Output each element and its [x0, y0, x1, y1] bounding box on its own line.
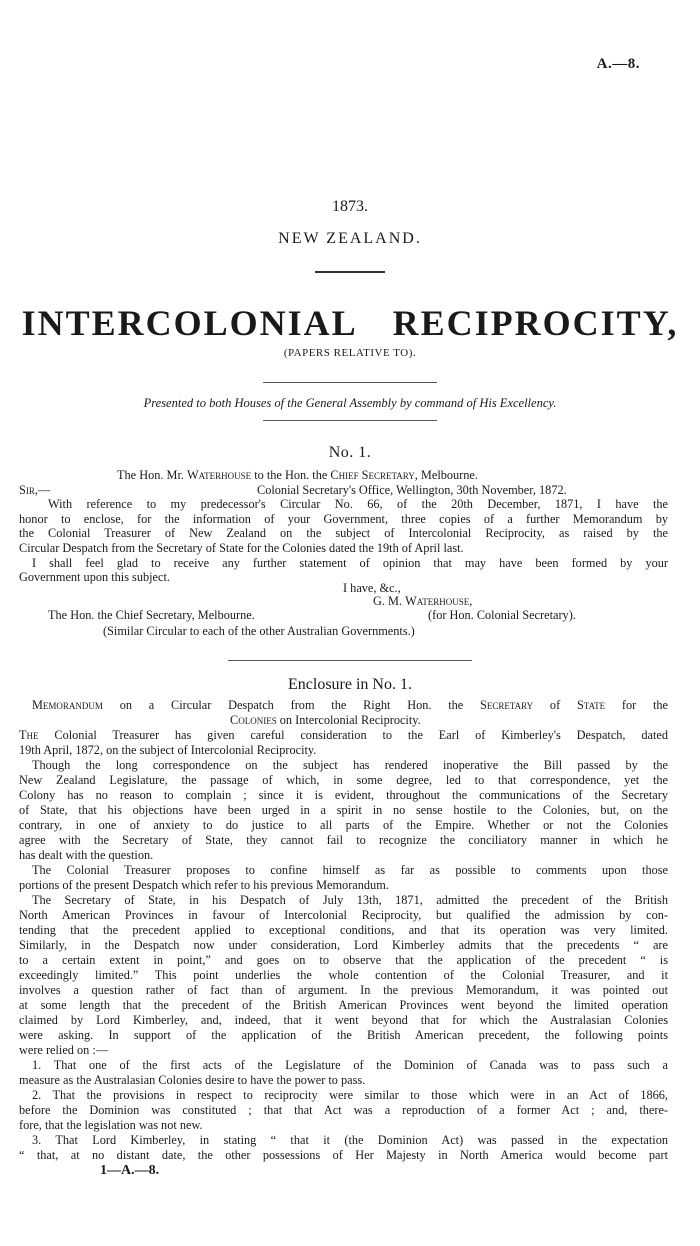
document-title: INTERCOLONIAL RECIPROCITY, [21, 303, 679, 343]
letter-heading: The Hon. Mr. Waterhouse to the Hon. the Chief Secretary, Melbourne. [117, 468, 478, 482]
memo-line: involves a question rather of fact than of argument. In the previous Memorandum, it was pointed out [19, 983, 668, 997]
memo-line: 3. That Lord Kimberley, in stating “ that it (the Dominion Act) was passed in the expectation [32, 1133, 668, 1147]
page-reference: A.—8. [596, 56, 640, 72]
country: NEW ZEALAND. [278, 230, 422, 247]
memo-line: portions of the present Despatch which refer to his previous Memorandum. [19, 878, 389, 892]
memo-line: 1. That one of the first acts of the Legislature of the Dominion of Canada was to pass such a [32, 1058, 668, 1072]
letter-line: honor to enclose, for the information of your Government, three copies of a further Memorandum by [19, 512, 668, 526]
divider [263, 382, 437, 383]
memo-line: North American Provinces in favour of Intercolonial Reciprocity, but qualified the admission by con- [19, 908, 668, 922]
memo-line: “ that, at no distant date, the other possessions of Her Majesty in North America would become part [19, 1148, 668, 1162]
letter-line: With reference to my predecessor's Circular No. 66, of the 20th December, 1871, I have the [48, 497, 668, 511]
memo-line: The Colonial Treasurer proposes to confine himself as far as possible to comments upon those [32, 863, 668, 877]
memo-line: agree with the Secretary of State, they cannot fail to recognize the conciliatory manner in which he [19, 833, 668, 847]
memo-line: Similarly, in the Despatch now under consideration, Lord Kimberley admits that the precedents “ are [19, 938, 668, 952]
memo-line: of State, that his objections have been urged in a spirit in no sense hostile to the Colonies, but, on the [19, 803, 668, 817]
memo-line: The Secretary of State, in his Despatch of July 13th, 1871, admitted the precedent of the British [32, 893, 668, 907]
memo-line: before the Dominion was constituted ; that that Act was a reproduction of a former Act ; and, there- [19, 1103, 668, 1117]
divider [263, 420, 437, 421]
memo-heading-line: Colonies on Intercolonial Reciprocity. [230, 713, 421, 727]
memo-line: tending that the precedent applied to exceptional conditions, and that its operation was very limited. [19, 923, 668, 937]
document-subtitle: (PAPERS RELATIVE TO). [283, 347, 417, 359]
circular-note: (Similar Circular to each of the other Australian Governments.) [103, 624, 415, 638]
enclosure-heading: Enclosure in No. 1. [288, 676, 412, 693]
memo-line: Though the long correspondence on the subject has rendered inoperative the Bill passed by the [32, 758, 668, 772]
memo-line: exceedingly limited.” This point underlies the whole contention of the Colonial Treasurer, and it [19, 968, 668, 982]
memo-line: at some length that the precedent of the British American Provinces went beyond the limited operation [19, 998, 668, 1012]
memo-line: contrary, in one of anxiety to do justice to all parts of the Empire. Whether or not the Colonies [19, 818, 668, 832]
memo-line: claimed by Lord Kimberley, and, indeed, that it went beyond that for which the Australasian Colonies [19, 1013, 668, 1027]
letter-line: the Colonial Treasurer of New Zealand on the subject of Intercolonial Reciprocity, as raised by the [19, 526, 668, 540]
year: 1873. [332, 198, 368, 215]
divider [315, 271, 385, 273]
letter-line: I shall feel glad to receive any further statement of opinion that may have been formed by your [32, 556, 668, 570]
memo-line: Colony has no reason to complain ; since it is evident, throughout the communications of the Secretary [19, 788, 668, 802]
memo-line: to a certain extent in point,” and goes on to observe that the application of the precedent “ is [19, 953, 668, 967]
memo-line: were asking. In support of the application of the British American precedent, the following points [19, 1028, 668, 1042]
signer: G. M. Waterhouse, [373, 594, 473, 608]
closing: I have, &c., [343, 581, 401, 595]
memo-line: The Colonial Treasurer has given careful consideration to the Earl of Kimberley's Despatch, dated [19, 728, 668, 742]
memo-line: fore, that the legislation was not new. [19, 1118, 203, 1132]
addressee: The Hon. the Chief Secretary, Melbourne. [48, 608, 255, 622]
signature-mark: 1—A.—8. [100, 1163, 160, 1178]
memo-heading-line: Memorandum on a Circular Despatch from the Right Hon. the Secretary of State for the [32, 698, 668, 712]
memo-line: 2. That the provisions in respect to reciprocity were similar to those which were in an Act of 1866, [32, 1088, 668, 1102]
presented-line: Presented to both Houses of the General Assembly by command of His Excellency. [143, 396, 557, 410]
memo-line: were relied on :— [19, 1043, 109, 1057]
memo-line: New Zealand Legislature, the passage of which, in some degree, led to that correspondence, yet the [19, 773, 668, 787]
divider [228, 660, 472, 661]
section-heading-no1: No. 1. [328, 444, 372, 461]
letter-line: Circular Despatch from the Secretary of State for the Colonies dated the 19th of April last. [19, 541, 464, 555]
letter-line: Government upon this subject. [19, 570, 170, 584]
salutation: Sir,— [19, 483, 51, 497]
memo-line: has dealt with the question. [19, 848, 154, 862]
memo-line: measure as the Australasian Colonies desire to have the power to pass. [19, 1073, 366, 1087]
office-date: Colonial Secretary's Office, Wellington, 30th November, 1872. [257, 483, 567, 497]
memo-line: 19th April, 1872, on the subject of Intercolonial Reciprocity. [19, 743, 317, 757]
for-line: (for Hon. Colonial Secretary). [428, 608, 576, 622]
